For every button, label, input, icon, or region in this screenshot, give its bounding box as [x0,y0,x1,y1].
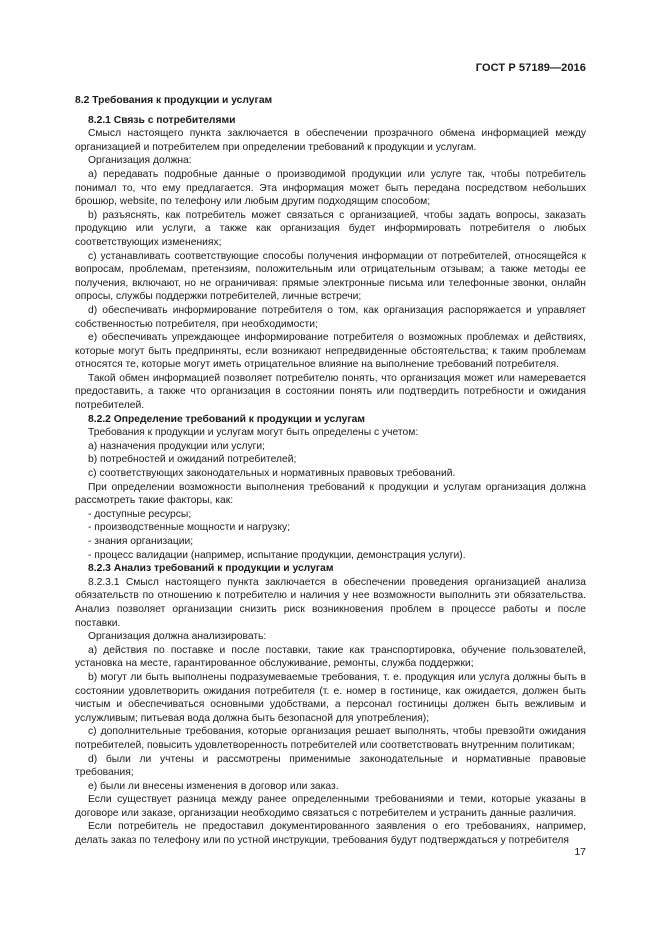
subsection-heading-8-2-3: 8.2.3 Анализ требований к продукции и услугам [88,563,334,575]
list-item: e) обеспечивать упреждающее информирование потребителя о возможных проблемах и действиях, которые могут быть предприняты, если возникают непредвиденные обстоятельства; к таким проблемам относятся те, которые могут иметь отрицательное влияние на выполнение требований потребителя. [75,332,586,371]
paragraph: При определении возможности выполнения требований к продукции и услугам организация должна рассмотреть такие факторы, как: [75,481,586,507]
document-code: ГОСТ Р 57189—2016 [475,62,586,74]
subsection-heading-8-2-2: 8.2.2 Определение требований к продукции и услугам [88,413,365,425]
list-item: c) соответствующих законодательных и нормативных правовых требований. [88,468,456,480]
paragraph: Организация должна анализировать: [88,631,267,643]
list-item: d) обеспечивать информирование потребителя о том, как организация распоряжается и управляет собственностью потребителя, при необходимости; [75,304,586,330]
list-item: b) разъяснять, как потребитель может связаться с организацией, чтобы задать вопросы, заказать продукцию или услуги, а также как организация будет информировать потребителя о любых соответствующих изменениях; [75,209,586,248]
list-item: - знания организации; [88,536,194,547]
page-body [75,88,586,848]
list-item: b) потребностей и ожиданий потребителей; [88,454,297,466]
paragraph: Такой обмен информацией позволяет потребителю понять, что организация может или намеревается предоставить, а также что организация в состоянии понять или подтвердить потребности и ожидания потребителей. [75,372,586,412]
paragraph: Если существует разница между ранее определенными требованиями и теми, которые указаны в договоре или заказе, организации необходимо связаться с потребителем и устранить данные различия. [75,794,586,819]
subsection-heading-8-2-1: 8.2.1 Связь с потребителями [88,114,236,126]
list-item: a) назначения продукции или услуги; [88,440,265,452]
list-item: e) были ли внесены изменения в договор или заказ. [88,780,339,792]
list-item: d) были ли учтены и рассмотрены применимые законодательные и нормативные правовые требования; [75,753,586,779]
list-item: c) устанавливать соответствующие способы получения информации от потребителей, относящейся к вопросам, проблемам, претензиям, положительным или отрицательным отзывам; а также методы ее получения, включают, но не ограничивая: прямые электронные письма или телефонные звонки, онлайн опросы, службы поддержки потребителей, личные встречи; [75,250,586,303]
paragraph: Если потребитель не предоставил документированного заявления о его требованиях, например, делать заказ по телефону или по устной инструкции, требования будут подтверждаться у потребителя [75,821,586,847]
page-number: 17 [574,846,586,858]
list-item: a) передавать подробные данные о производимой продукции или услуге так, чтобы потребитель понимал то, что ему предлагается. Эта информация может быть передана посредством небольших брошюр, website, по телефону или любым другим подходящим способом; [75,168,586,208]
paragraph: 8.2.3.1 Смысл настоящего пункта заключается в обеспечении проведения организацией анализа обязательств по отношению к потребителю и наличия у нее возможности выполнить эти обязательства. Анализ позволяет организации снизить риск возникновения проблем в процессе работы и после поставки. [75,576,586,629]
list-item: - процесс валидации (например, испытание продукции, демонстрация услуги). [88,549,466,561]
list-item: b) могут ли быть выполнены подразумеваемые требования, т. е. продукция или услуга должны быть в состоянии удовлетворить ожидания потребителя (т. е. номер в гостинице, как ожидается, должен быть чистым и обеспечиваться основными удобствами, а персонал гостиницы должен быть вежливым и услужливым; питьевая вода должна быть безопасной для употребления); [75,671,586,724]
list-item: - доступные ресурсы; [88,508,192,520]
paragraph: Организация должна: [88,155,192,167]
paragraph: Требования к продукции и услугам могут быть определены с учетом: [88,427,419,439]
list-item: - производственные мощности и нагрузку; [88,522,291,534]
section-heading: 8.2 Требования к продукции и услугам [75,95,273,106]
list-item: a) действия по поставке и после поставки, такие как транспортировка, обучение пользователей, установка на месте, гарантированное обслуживание, ремонты, служба поддержки; [75,644,586,670]
list-item: c) дополнительные требования, которые организация решает выполнять, чтобы превзойти ожидания потребителей, повысить удовлетворенность потребителей или соответствовать внутренним политикам; [75,726,586,751]
paragraph: Смысл настоящего пункта заключается в обеспечении прозрачного обмена информацией между организацией и потребителем при определении требований к продукции и услугам. [75,128,586,153]
